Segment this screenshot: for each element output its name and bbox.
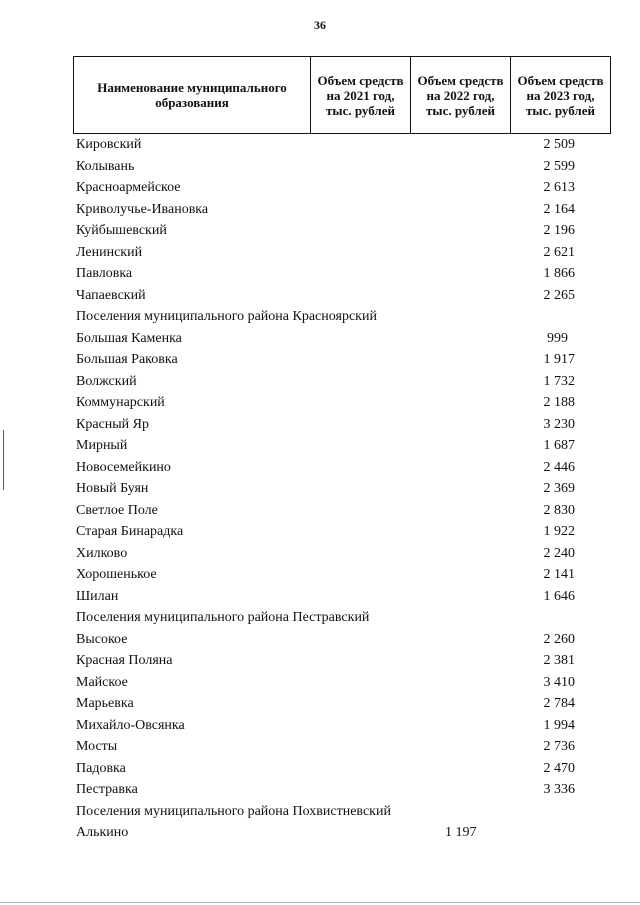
table-row [76,693,616,715]
value-2023: 2 265 [543,287,575,303]
value-2023: 2 196 [543,223,575,238]
header-name-column: Наименование муниципального образования [74,57,311,134]
value-2023: 2 613 [543,180,575,195]
municipality-name: Ленинский [76,244,143,260]
group-heading-row [76,607,616,629]
table-row [76,564,616,586]
table-row [76,242,616,264]
value-2023: 1 917 [543,352,575,367]
table-row [76,758,616,780]
value-2023: 2 369 [543,481,575,496]
table-row [76,371,616,393]
municipality-name: Красная Поляна [76,653,173,668]
table-row [76,134,616,156]
table-row [76,521,616,543]
value-2023: 2 736 [543,739,575,754]
municipality-name: Хилково [76,545,128,561]
municipality-name: Большая Каменка [76,330,182,346]
value-2023: 2 509 [543,137,575,152]
table-row [76,435,616,457]
table-row [76,629,616,651]
table-row [76,822,616,844]
municipality-name: Мосты [76,739,118,754]
table-row [76,779,616,801]
value-2023: 1 866 [543,266,575,281]
value-2023: 1 687 [543,438,575,453]
municipality-name: Высокое [76,631,128,647]
page-number: 36 [314,18,326,32]
value-2021: 1 197 [445,825,477,840]
table-row [76,220,616,242]
municipality-name: Новый Буян [76,481,149,496]
municipality-name: Кировский [76,137,142,152]
municipality-name: Михайло-Овсянка [76,717,185,733]
value-2023: 2 446 [543,459,575,475]
municipality-name: Чапаевский [76,287,146,303]
municipality-name: Новосемейкино [76,459,171,475]
value-2023: 2 470 [543,760,575,776]
municipality-name: Падовка [76,760,126,776]
municipality-name: Мирный [76,438,128,453]
municipality-name: Криволучье-Ивановка [76,201,209,217]
group-heading-row [76,801,616,823]
value-2023: 2 260 [543,631,575,647]
table-body [76,134,616,844]
municipality-name: Хорошенькое [76,567,157,582]
table-row [76,392,616,414]
header-2021-column: Объем средств на 2021 год, тыс. рублей [311,57,411,134]
value-2023: 3 230 [543,416,575,432]
scan-bottom-edge [0,902,640,903]
municipality-name: Пестравка [76,782,138,797]
municipality-name: Павловка [76,266,133,281]
municipality-name: Светлое Поле [76,502,158,518]
value-2023: 2 164 [543,201,575,217]
table-row [76,328,616,350]
scan-edge-mark [3,430,4,490]
table-row [76,156,616,178]
table-row [76,263,616,285]
value-2023: 2 141 [543,567,575,582]
municipality-name: Шилан [76,588,119,604]
table-row [76,500,616,522]
table-row [76,414,616,436]
table-row [76,672,616,694]
value-2023: 3 410 [543,674,575,690]
municipality-name: Марьевка [76,696,134,711]
value-2023: 2 599 [543,158,575,174]
table-row [76,199,616,221]
table-row [76,478,616,500]
table-row [76,177,616,199]
table-row [76,736,616,758]
municipality-name: Волжский [76,373,137,389]
municipality-name: Большая Раковка [76,352,178,367]
table-row [76,586,616,608]
table-row [76,349,616,371]
municipality-name: Красный Яр [76,416,149,432]
header-2023-column: Объем средств на 2023 год, тыс. рублей [511,57,611,134]
municipality-name: Старая Бинарадка [76,524,184,539]
table-row [76,650,616,672]
value-2023: 1 732 [543,373,575,389]
value-2023: 1 994 [543,717,575,733]
value-2023: 2 784 [543,696,575,711]
municipality-name: Колывань [76,158,135,174]
municipality-name: Коммунарский [76,395,165,410]
value-2023: 2 188 [543,395,575,410]
value-2023: 999 [547,330,568,346]
header-2022-column: Объем средств на 2022 год, тыс. рублей [411,57,511,134]
value-2023: 2 830 [543,502,575,518]
municipality-name: Майское [76,674,128,690]
value-2023: 1 646 [543,588,575,604]
municipality-name: Алькино [76,825,129,840]
value-2023: 3 336 [543,782,575,797]
value-2023: 2 381 [543,653,575,668]
value-2023: 2 240 [543,545,575,561]
municipality-name: Куйбышевский [76,223,167,238]
group-heading: Поселения муниципального района Пестравский [76,610,370,625]
municipality-name: Красноармейское [76,180,181,195]
group-heading: Поселения муниципального района Похвистневский [76,803,391,819]
group-heading-row [76,306,616,328]
table-row [76,457,616,479]
value-2023: 2 621 [543,244,575,260]
table-row [76,285,616,307]
table-header [73,56,611,134]
table-row [76,543,616,565]
group-heading: Поселения муниципального района Красноярский [76,309,377,324]
value-2023: 1 922 [543,524,575,539]
table-row [76,715,616,737]
